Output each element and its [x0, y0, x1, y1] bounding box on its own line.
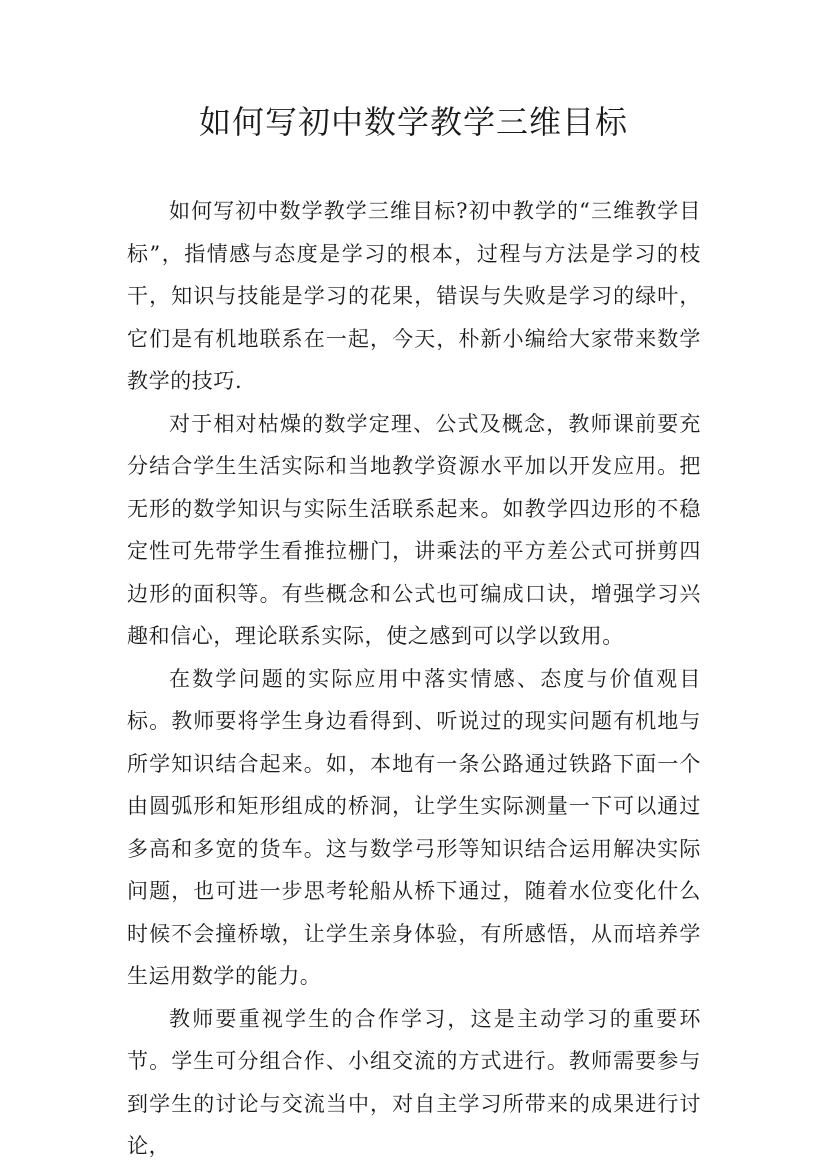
document-body [127, 190, 701, 1168]
document-title: 如何写初中数学教学三维目标 [198, 103, 628, 141]
paragraph-1: 如何写初中数学教学三维目标?初中教学的“三维教学目标”，指情感与态度是学习的根本，过程与方法是学习的枝干，知识与技能是学习的花果，错误与失败是学习的绿叶，它们是有机地联系在一起，今天，朴新小编给大家带来数学教学的技巧. [127, 199, 701, 393]
paragraph-2: 对于相对枯燥的数学定理、公式及概念，教师课前要充分结合学生生活实际和当地教学资源水平加以开发应用。把无形的数学知识与实际生活联系起来。如教学四边形的不稳定性可先带学生看推拉栅门，讲乘法的平方差公式可拼剪四边形的面积等。有些概念和公式也可编成口诀，增强学习兴趣和信心，理论联系实际，使之感到可以学以致用。 [127, 411, 701, 648]
paragraph-4: 教师要重视学生的合作学习，这是主动学习的重要环节。学生可分组合作、小组交流的方式进行。教师需要参与到学生的讨论与交流当中，对自主学习所带来的成果进行讨论， [127, 1006, 701, 1158]
paragraph-3: 在数学问题的实际应用中落实情感、态度与价值观目标。教师要将学生身边看得到、听说过的现实问题有机地与所学知识结合起来。如，本地有一条公路通过铁路下面一个由圆弧形和矩形组成的桥洞，让学生实际测量一下可以通过多高和多宽的货车。这与数学弓形等知识结合运用解决实际问题，也可进一步思考轮船从桥下通过，随着水位变化什么时候不会撞桥墩，让学生亲身体验，有所感悟，从而培养学生运用数学的能力。 [127, 666, 701, 988]
